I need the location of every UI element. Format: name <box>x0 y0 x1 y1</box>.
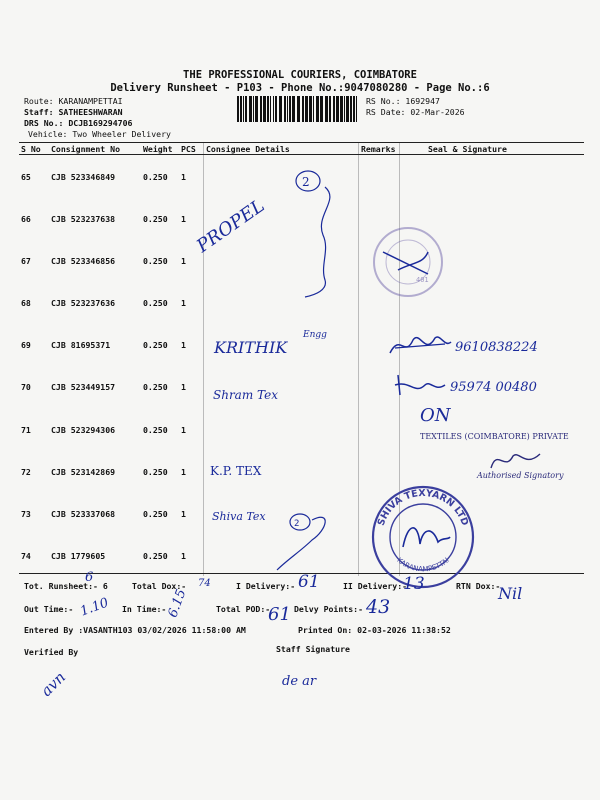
header-sno: S No <box>19 143 49 155</box>
hw-in-time: 6.15 <box>165 587 190 620</box>
row-pcs: 1 <box>181 382 186 393</box>
signature-69 <box>385 328 455 362</box>
row-pcs: 1 <box>181 466 186 477</box>
hw-staff-scrawl: de ar <box>282 674 317 689</box>
row-sno: 74 <box>21 551 31 562</box>
row-pcs: 1 <box>181 255 186 266</box>
hw-total-pod: 61 <box>268 604 291 625</box>
out-time: Out Time:- <box>24 604 74 614</box>
header-consignment: Consignment No <box>49 143 141 155</box>
pen-bracket-line <box>295 185 345 305</box>
row-weight: 0.250 <box>143 340 168 351</box>
row-sno: 65 <box>21 172 31 182</box>
hw-verified: avn <box>37 668 70 700</box>
svg-text:2: 2 <box>294 519 300 529</box>
i-delivery: I Delivery:- <box>236 581 296 591</box>
row-sno: 67 <box>21 255 31 266</box>
row-pcs: 1 <box>181 424 186 435</box>
row-consignment-no: CJB 81695371 <box>51 340 111 351</box>
total-dox: Total Dox:- <box>132 581 187 591</box>
row-remarks <box>359 155 400 197</box>
row-consignment-no: CJB 523346849 <box>51 172 116 182</box>
hw-krithik: KRITHIK <box>214 338 288 357</box>
verified-by: Verified By <box>24 647 79 657</box>
row-weight: 0.250 <box>143 213 168 224</box>
entered-by: Entered By :VASANTH103 03/02/2026 11:58:00 AM <box>24 625 246 635</box>
rs-number: RS No.: 1692947 <box>366 96 440 106</box>
vehicle-text: Vehicle: Two Wheeler Delivery <box>28 129 171 139</box>
row-pcs: 1 <box>181 213 186 224</box>
total-pod: Total POD:- <box>216 604 271 614</box>
hw-out-time: 1.10 <box>78 595 111 620</box>
row-weight: 0.250 <box>143 466 168 477</box>
row-pcs: 1 <box>181 172 186 182</box>
row-sno: 66 <box>21 213 31 224</box>
pen-scribble-73 <box>272 500 362 575</box>
ii-delivery: II Delivery:- <box>343 581 408 591</box>
route-text: Route: KARANAMPETTAI <box>24 96 123 106</box>
row-weight: 0.250 <box>143 172 168 182</box>
row-weight: 0.250 <box>143 382 168 393</box>
row-sno: 72 <box>21 466 31 477</box>
tot-runsheet: Tot. Runsheet:- 6 <box>24 581 108 591</box>
staff-signature: Staff Signature <box>276 644 350 654</box>
hw-shiva-tex: Shiva Tex <box>212 510 266 523</box>
stamp-textiles: TEXTILES (COIMBATORE) PRIVATE <box>420 432 569 441</box>
printed-on: Printed On: 02-03-2026 11:38:52 <box>298 625 451 635</box>
row-consignment-no: CJB 523294306 <box>51 424 116 435</box>
header-weight: Weight <box>141 143 179 155</box>
row-consignee-details <box>204 408 359 450</box>
stamp-authorised: Authorised Signatory <box>477 471 564 480</box>
row-pcs: 1 <box>181 340 186 351</box>
header-pcs: PCS <box>179 143 204 155</box>
row-consignment-no: CJB 523237638 <box>51 213 116 224</box>
svg-text:SHIVA TEXYARN LTD: SHIVA TEXYARN LTD <box>375 487 471 528</box>
row-weight: 0.250 <box>143 509 168 519</box>
row-weight: 0.250 <box>143 551 168 562</box>
row-consignment-no: CJB 523449157 <box>51 382 116 393</box>
header-consignee: Consignee Details <box>204 143 359 155</box>
row-consignment-no: CJB 1779605 <box>51 551 106 562</box>
staff-text: Staff: SATHEESHWARAN <box>24 107 123 117</box>
hw-delvy-points: 43 <box>366 596 391 618</box>
table-header-row <box>19 143 584 155</box>
hw-propel: PROPEL <box>192 195 269 257</box>
rs-date: RS Date: 02-Mar-2026 <box>366 107 465 117</box>
table-row <box>19 408 584 450</box>
row-consignment-no: CJB 523142869 <box>51 466 116 477</box>
row-consignment-no: CJB 523237636 <box>51 298 116 309</box>
svg-text:401: 401 <box>416 276 429 284</box>
hw-initials: ON <box>420 405 451 426</box>
row-pcs: 1 <box>181 551 186 562</box>
company-title: THE PROFESSIONAL COURIERS, COIMBATORE <box>183 69 417 81</box>
signature-72 <box>485 446 545 474</box>
row-remarks <box>359 408 400 450</box>
faint-round-stamp <box>368 222 448 302</box>
hw-kp-tex: K.P. TEX <box>210 464 262 478</box>
row-consignment-no: CJB 523337068 <box>51 509 116 519</box>
hw-sriram-tex: Shram Tex <box>213 388 278 402</box>
hw-rtn-dox: Nil <box>498 584 523 603</box>
barcode <box>237 96 361 122</box>
svg-text:KARANAMPETTAI: KARANAMPETTAI <box>395 556 451 574</box>
row-weight: 0.250 <box>143 424 168 435</box>
runsheet-subtitle: Delivery Runsheet - P103 - Phone No.:9047080280 - Page No.:6 <box>110 82 490 94</box>
hw-ii-delivery: 13 <box>403 574 425 594</box>
rtn-dox: RTN Dox:- <box>456 581 501 591</box>
row-seal-signature <box>400 155 585 197</box>
hw-tot-runsheet: 6 <box>85 570 94 585</box>
hw-phone-1: 9610838224 <box>455 340 538 355</box>
hw-phone-2: 95974 00480 <box>450 380 537 395</box>
hw-i-delivery: 61 <box>298 572 320 592</box>
row-pcs: 1 <box>181 298 186 309</box>
row-weight: 0.250 <box>143 298 168 309</box>
row-sno: 71 <box>21 424 31 435</box>
row-consignment-no: CJB 523346856 <box>51 255 116 266</box>
header-remarks: Remarks <box>359 143 400 155</box>
hw-krithik-engg: Engg <box>303 330 327 340</box>
row-weight: 0.250 <box>143 255 168 266</box>
row-pcs: 1 <box>181 509 186 519</box>
drs-text: DRS No.: DCJB169294706 <box>24 118 133 128</box>
hw-total-dox: 74 <box>198 578 211 589</box>
signature-70 <box>390 370 450 400</box>
header-seal: Seal & Signature <box>400 143 585 155</box>
row-sno: 70 <box>21 382 31 393</box>
row-sno: 73 <box>21 509 31 519</box>
svg-text:2: 2 <box>302 175 310 189</box>
in-time: In Time:- <box>122 604 167 614</box>
delvy-points: Delvy Points:- <box>294 604 364 614</box>
row-sno: 68 <box>21 298 31 309</box>
row-sno: 69 <box>21 340 31 351</box>
